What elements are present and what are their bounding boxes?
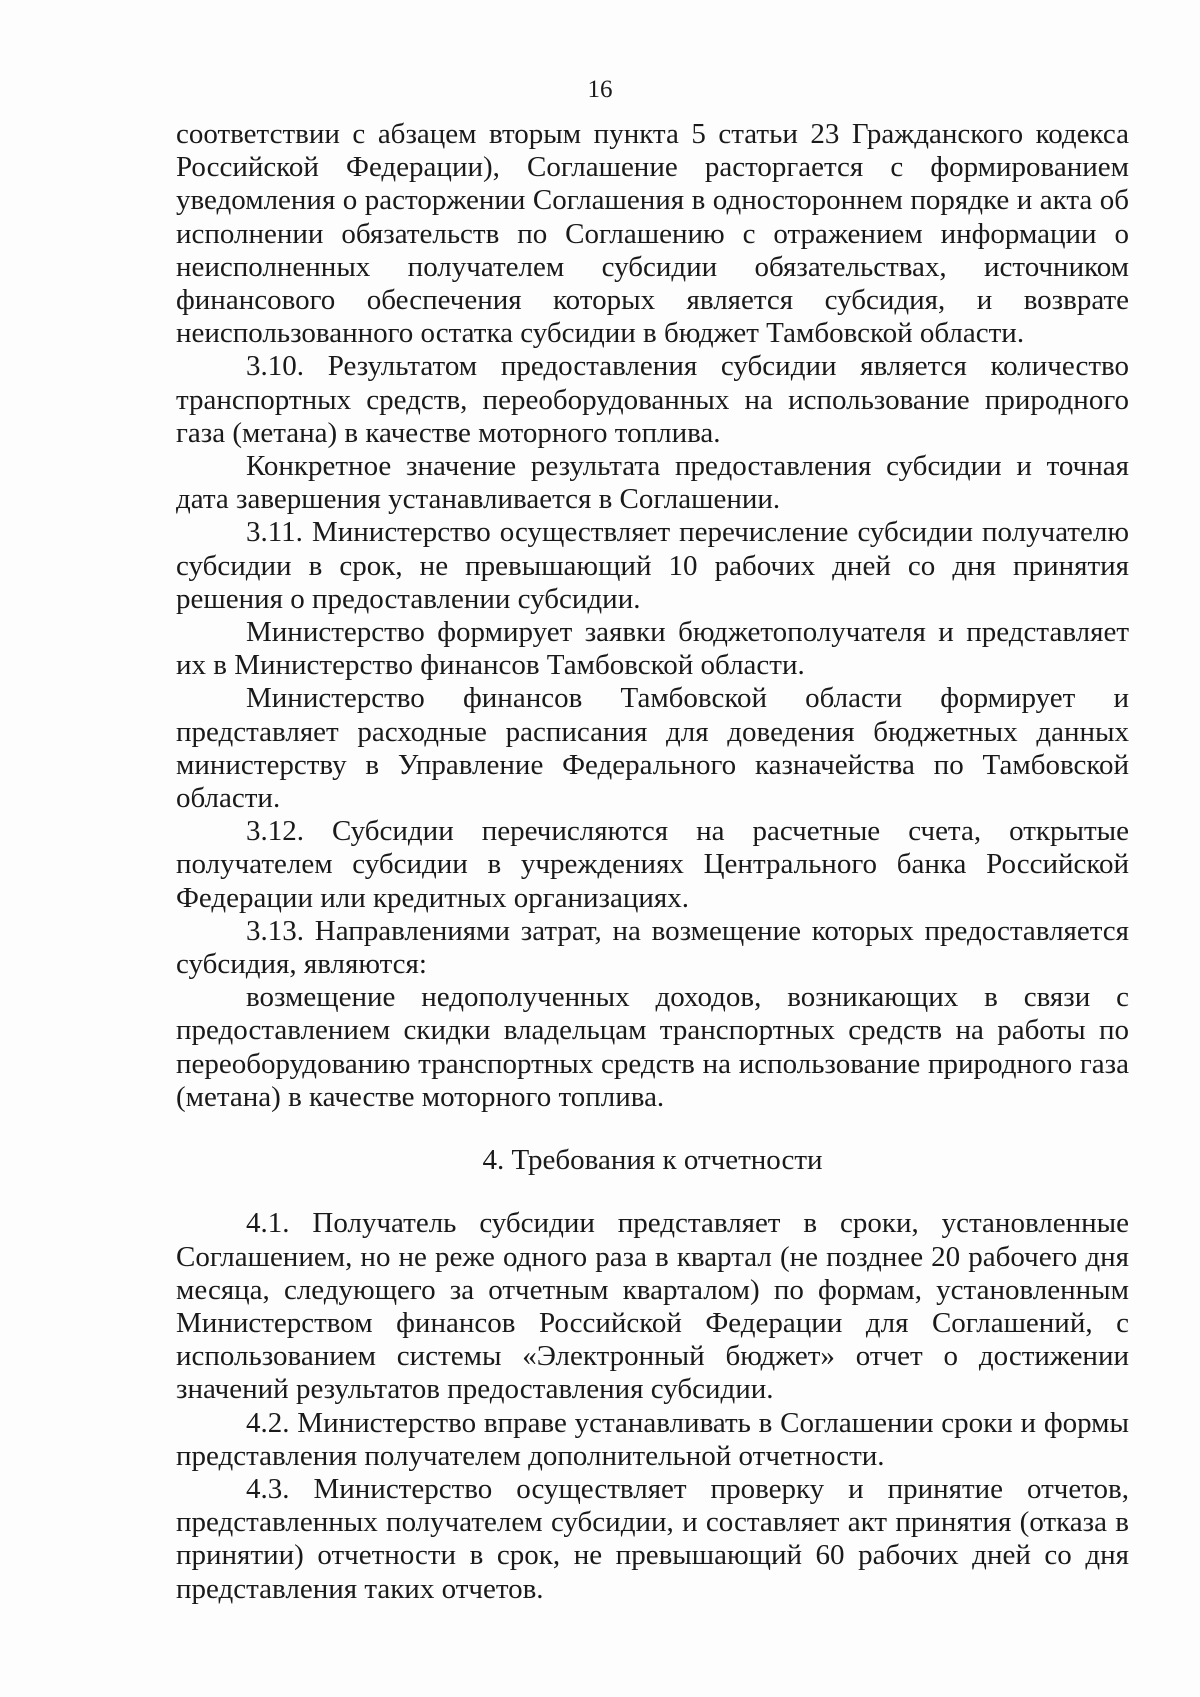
paragraph-4-1: 4.1. Получатель субсидии представляет в сроки, установленные Соглашением, но не реже одного раза в квартал (не позднее 20 рабочего дня месяца, следующего за отчетным кварталом) по формам, установленным Министерством финансов Российской Федерации для Соглашений, с использованием системы «Электронный бюджет» отчет о достижении значений результатов предоставления субсидии. — [176, 1207, 1129, 1406]
paragraph-3-12: 3.12. Субсидии перечисляются на расчетные счета, открытые получателем субсидии в учреждениях Центрального банка Российской Федерации или кредитных организациях. — [176, 815, 1129, 914]
paragraph-budget-requests: Министерство формирует заявки бюджетополучателя и представляет их в Министерство финансов Тамбовской области. — [176, 616, 1129, 682]
clause-number: 4.2. — [246, 1406, 290, 1439]
clause-number: 4.3. — [246, 1472, 290, 1505]
paragraph-3-10: 3.10. Результатом предоставления субсидии является количество транспортных средств, переоборудованных на использование природного газа (метана) в качестве моторного топлива. — [176, 350, 1130, 449]
clause-number: 3.12. — [246, 815, 304, 848]
clause-number: 3.13. — [246, 914, 304, 947]
paragraph-result-value: Конкретное значение результата предоставления субсидии и точная дата завершения устанавливается в Соглашении. — [176, 450, 1129, 516]
clause-number: 3.11. — [246, 516, 303, 549]
paragraph-3-11: 3.11. Министерство осуществляет перечисление субсидии получателю субсидии в срок, не превышающий 10 рабочих дней со дня принятия решения о предоставлении субсидии. — [176, 516, 1130, 615]
paragraph-expense-schedules: Министерство финансов Тамбовской области формирует и представляет расходные расписания для доведения бюджетных данных министерству в Управление Федерального казначейства по Тамбовской области. — [176, 682, 1129, 815]
paragraph-continuation: соответствии с абзацем вторым пункта 5 статьи 23 Гражданского кодекса Российской Федерации), Соглашение расторгается с формированием уведомления о расторжении Соглашения в одностороннем порядке и акта об исполнении обязательств по Соглашению с отражением информации о неисполненных получателем субсидии обязательствах, источником финансового обеспечения которых является субсидия, и возврате неиспользованного остатка субсидии в бюджет Тамбовской области. — [176, 118, 1129, 350]
clause-number: 4.1. — [246, 1207, 290, 1240]
page-number: 16 — [587, 76, 613, 103]
paragraph-3-13: 3.13. Направлениями затрат, на возмещение которых предоставляется субсидия, являются: — [176, 914, 1129, 981]
clause-number: 3.10. — [246, 350, 304, 383]
paragraph-cost-compensation: возмещение недополученных доходов, возникающих в связи с предоставлением скидки владельцам транспортных средств на работы по переоборудованию транспортных средств на использование природного газа (метана) в качестве моторного топлива. — [176, 981, 1129, 1113]
section-heading: 4. Требования к отчетности — [482, 1144, 823, 1177]
paragraph-4-2: 4.2. Министерство вправе устанавливать в Соглашении сроки и формы представления получателем дополнительной отчетности. — [176, 1406, 1130, 1472]
paragraph-4-3: 4.3. Министерство осуществляет проверку и принятие отчетов, представленных получателем субсидии, и составляет акт принятия (отказа в принятии) отчетности в срок, не превышающий 60 рабочих дней со дня представления таких отчетов. — [176, 1472, 1130, 1605]
document-body — [176, 118, 1129, 1606]
